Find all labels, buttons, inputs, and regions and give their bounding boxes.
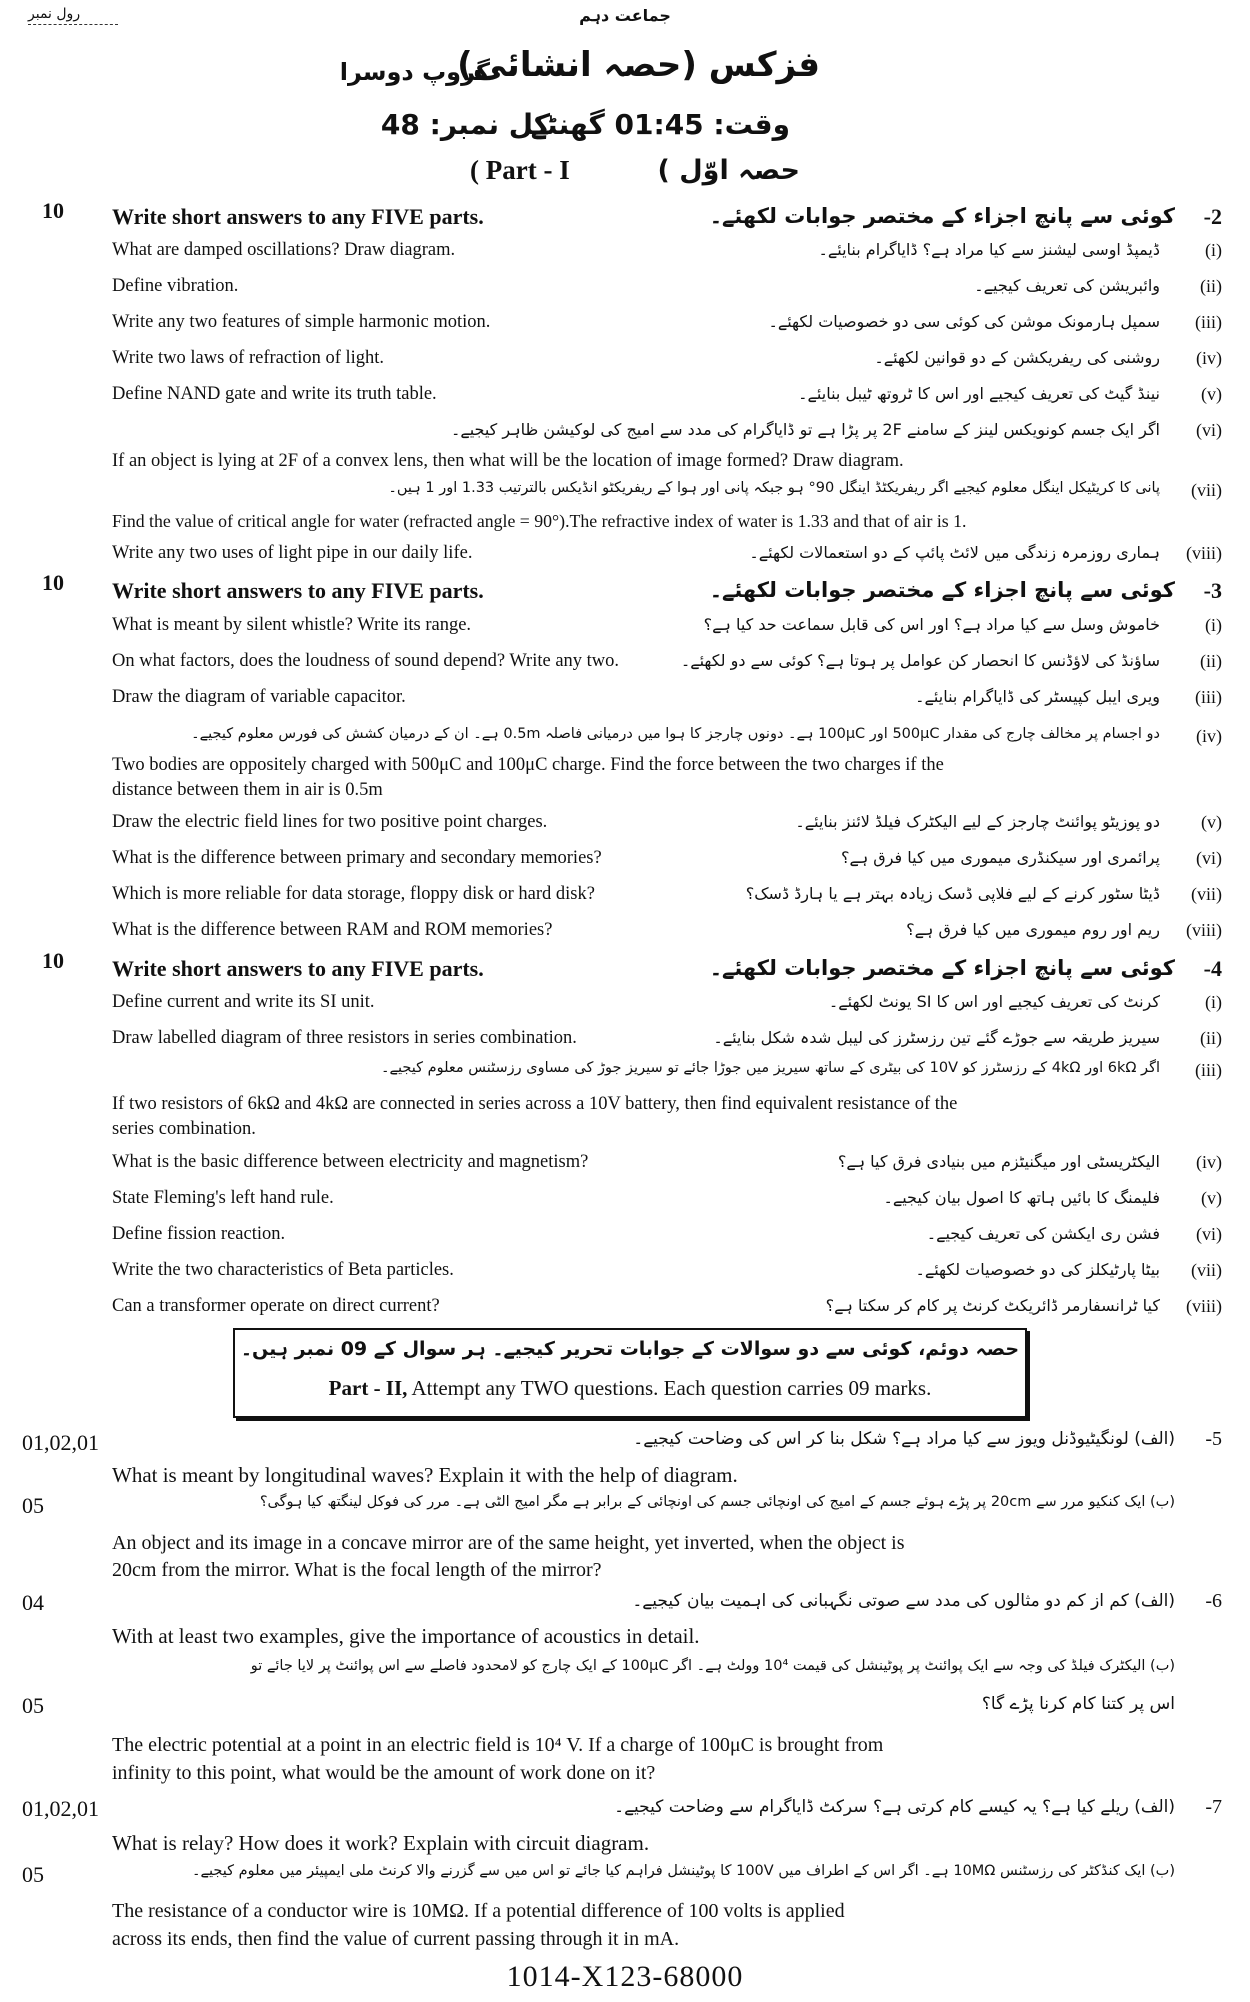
q3-item-iv-number: (iv) [1196, 726, 1222, 746]
q2-heading-ur: کوئی سے پانچ اجزاء کے مختصر جوابات لکھئے۔ [709, 204, 1175, 228]
part-one-label-en: ( Part - I [470, 155, 570, 185]
question-item-row [112, 240, 1222, 266]
q4-heading-ur: کوئی سے پانچ اجزاء کے مختصر جوابات لکھئے۔ [709, 956, 1175, 980]
question-item-number: (i) [1205, 240, 1222, 260]
question-item-number: (ii) [1200, 651, 1222, 671]
q3-heading-ur: کوئی سے پانچ اجزاء کے مختصر جوابات لکھئے۔ [709, 578, 1175, 602]
q3-item-iv-ur-row [112, 726, 1222, 752]
question-item-row [112, 1260, 1222, 1286]
question-item-row [112, 1296, 1222, 1322]
q2-item-vi-ur-row [112, 420, 1222, 446]
question-item-row [112, 687, 1222, 713]
question-item-number: (iv) [1196, 348, 1222, 368]
question-item-row [112, 920, 1222, 946]
total-marks-label: کل نمبر: 48 [380, 108, 550, 141]
question-item-ur: بیٹا پارٹیکلز کی دو خصوصیات لکھئے۔ [915, 1260, 1160, 1279]
question-item-row [112, 615, 1222, 641]
q6-a-marks: 04 [22, 1590, 44, 1615]
part-two-instruction-box [233, 1328, 1027, 1418]
q5-b-marks: 05 [22, 1493, 44, 1518]
question-item-row [112, 348, 1222, 374]
roll-number-label: رول نمبر [28, 6, 81, 22]
question-item-row [112, 384, 1222, 410]
q2-item-viii-row [112, 543, 1222, 569]
question-item-en: Write any two features of simple harmonic motion. [112, 312, 491, 332]
question-item-en: Write the two characteristics of Beta particles. [112, 1260, 454, 1280]
q2-heading-en: Write short answers to any FIVE parts. [112, 204, 484, 229]
q3-item-iv-en-2: distance between them in air is 0.5m [112, 780, 383, 800]
question-item-en: Which is more reliable for data storage, floppy disk or hard disk? [112, 884, 595, 904]
q4-item-iii-ur-row [112, 1060, 1222, 1086]
question-item-en: Write two laws of refraction of light. [112, 348, 385, 368]
question-item-en: Define vibration. [112, 276, 239, 296]
q2-item-vi-en: If an object is lying at 2F of a convex lens, then what will be the location of image formed? Draw diagram. [112, 451, 904, 471]
q2-item-vii-en: Find the value of critical angle for water (refracted angle = 90°).The refractive index of water is 1.33 and that of air is 1. [112, 511, 967, 531]
question-item-row [112, 1188, 1222, 1214]
q7-a-marks: 01,02,01 [22, 1796, 99, 1821]
subject-title: فزکس (حصہ انشائی) [457, 45, 820, 85]
q6-b-ur-1: (ب) الیکٹرک فیلڈ کی وجہ سے ایک پوائنٹ پر پوٹینشل کی قیمت 10⁴ وولٹ ہے۔ اگر 100μC کے ایک چارج کو لامحدود فاصلے سے اس پوائنٹ پر لایا جائے تو [250, 1658, 1175, 1674]
question-item-row [112, 812, 1222, 838]
question-item-row [112, 884, 1222, 910]
q5-a-en: What is meant by longitudinal waves? Explain it with the help of diagram. [112, 1463, 738, 1487]
q3-number: -3 [1203, 578, 1222, 603]
question-item-number: (v) [1201, 812, 1222, 832]
q2-item-vii-number: (vii) [1191, 480, 1222, 500]
question-item-ur: ریم اور روم میموری میں کیا فرق ہے؟ [906, 920, 1160, 939]
question-item-row [112, 1152, 1222, 1178]
question-item-ur: ڈیمپڈ اوسی لیشنز سے کیا مراد ہے؟ ڈایاگرام بنایئے۔ [818, 240, 1160, 259]
q2-item-viii-ur: ہماری روزمرہ زندگی میں لائٹ پائپ کے دو استعمالات لکھئے۔ [749, 543, 1160, 562]
q3-item-iv-en-1: Two bodies are oppositely charged with 500μC and 100μC charge. Find the force between the two charges if the [112, 755, 944, 775]
part-two-instruction-text: Attempt any TWO questions. Each question carries 09 marks. [407, 1376, 932, 1400]
class-label: جماعت دہم [579, 6, 671, 25]
question-item-en: What is the difference between RAM and ROM memories? [112, 920, 553, 940]
question-item-ur: ساؤنڈ کی لاؤڈنس کا انحصار کن عوامل پر ہوتا ہے؟ کوئی سے دو لکھئے۔ [680, 651, 1160, 670]
q6-b-marks: 05 [22, 1693, 44, 1718]
question-item-number: (viii) [1186, 920, 1222, 940]
q2-number: -2 [1203, 204, 1222, 229]
part-two-instruction-en [235, 1376, 1025, 1401]
question-item-ur: ویری ایبل کپیسٹر کی ڈایاگرام بنایئے۔ [915, 687, 1160, 706]
q4-heading-en: Write short answers to any FIVE parts. [112, 956, 484, 981]
q5-b-ur: (ب) ایک کنکیو مرر سے 20cm پر پڑے ہوئے جسم کے امیج کی اونچائی جسم کی اونچائی کے برابر ہے مگر امیج الٹی ہے۔ مرر کی فوکل لینگتھ کیا ہوگی؟ [259, 1494, 1175, 1510]
q2-item-viii-number: (viii) [1186, 543, 1222, 563]
question-item-en: Draw the electric field lines for two positive point charges. [112, 812, 548, 832]
question-item-en: Can a transformer operate on direct current? [112, 1296, 440, 1316]
part-one-label-ur: حصہ اوّل ) [657, 155, 800, 186]
question-item-ur: الیکٹریسٹی اور میگنیٹزم میں بنیادی فرق کیا ہے؟ [837, 1152, 1160, 1171]
question-item-row [112, 276, 1222, 302]
question-item-row [112, 1224, 1222, 1250]
question-item-number: (i) [1205, 615, 1222, 635]
question-item-ur: دو پوزیٹو پوائنٹ چارجز کے لیے الیکٹرک فیلڈ لائنز بنایئے۔ [795, 812, 1160, 831]
question-item-number: (ii) [1200, 1028, 1222, 1048]
question-item-ur: سمپل ہارمونک موشن کی کوئی سی دو خصوصیات لکھئے۔ [768, 312, 1160, 331]
q2-item-vi-number: (vi) [1196, 420, 1222, 440]
question-item-en: On what factors, does the loudness of sound depend? Write any two. [112, 651, 620, 671]
question-item-number: (v) [1201, 384, 1222, 404]
question-item-row [112, 1028, 1222, 1054]
q7-b-en-2: across its ends, then find the value of current passing through it in mA. [112, 1928, 680, 1950]
question-item-en: State Fleming's left hand rule. [112, 1188, 334, 1208]
q7-number: -7 [1205, 1796, 1222, 1818]
q4-marks: 10 [42, 948, 64, 973]
question-item-number: (iv) [1196, 1152, 1222, 1172]
q6-a-en: With at least two examples, give the importance of acoustics in detail. [112, 1624, 700, 1648]
question-item-row [112, 992, 1222, 1018]
question-item-en: Draw labelled diagram of three resistors in series combination. [112, 1028, 577, 1048]
q7-a-ur: (الف) ریلے کیا ہے؟ یہ کیسے کام کرتی ہے؟ سرکٹ ڈایاگرام سے وضاحت کیجیے۔ [614, 1797, 1175, 1817]
q7-b-marks: 05 [22, 1862, 44, 1887]
question-item-number: (vi) [1196, 1224, 1222, 1244]
q6-b-en-2: infinity to this point, what would be the amount of work done on it? [112, 1762, 656, 1784]
q7-b-en-1: The resistance of a conductor wire is 10MΩ. If a potential difference of 100 volts is applied [112, 1900, 845, 1922]
q5-a-ur: (الف) لونگیٹیوڈنل ویوز سے کیا مراد ہے؟ شکل بنا کر اس کی وضاحت کیجیے۔ [633, 1429, 1175, 1449]
q6-b-ur-2: اس پر کتنا کام کرنا پڑے گا؟ [981, 1694, 1175, 1714]
question-item-ur: فلیمنگ کا بائیں ہاتھ کا اصول بیان کیجیے۔ [883, 1188, 1160, 1207]
question-item-ur: کیا ٹرانسفارمر ڈائریکٹ کرنٹ پر کام کر سکتا ہے؟ [825, 1296, 1160, 1315]
q4-item-iii-en-1: If two resistors of 6kΩ and 4kΩ are connected in series across a 10V battery, then find equivalent resistance of the [112, 1094, 958, 1114]
q5-a-marks: 01,02,01 [22, 1430, 99, 1455]
question-item-ur: کرنٹ کی تعریف کیجیے اور اس کا SI یونٹ لکھئے۔ [828, 992, 1160, 1011]
question-item-row [112, 312, 1222, 338]
question-item-ur: روشنی کی ریفریکشن کے دو قوانین لکھئے۔ [874, 348, 1160, 367]
q3-item-iv-ur: دو اجسام پر مخالف چارج کی مقدار 500μC اور 100μC ہے۔ دونوں چارجز کا ہوا میں درمیانی فاصلہ 0.5m ہے۔ ان کے درمیان کشش کی فورس معلوم کیجیے۔ [191, 726, 1160, 742]
question-item-ur: ڈیٹا سٹور کرنے کے لیے فلاپی ڈسک زیادہ بہتر ہے یا ہارڈ ڈسک؟ [745, 884, 1160, 903]
question-item-en: Define NAND gate and write its truth table. [112, 384, 437, 404]
q2-item-vii-ur: پانی کا کریٹیکل اینگل معلوم کیجیے اگر ریفریکٹڈ اینگل 90° ہو جبکہ پانی اور ہوا کے ریفریکٹو انڈیکس بالترتیب 1.33 اور 1 ہیں۔ [388, 480, 1160, 496]
roll-number-line [28, 24, 118, 25]
q6-a-ur: (الف) کم از کم دو مثالوں کی مدد سے صوتی نگہبانی کی اہمیت بیان کیجیے۔ [632, 1591, 1175, 1611]
q5-b-en-1: An object and its image in a concave mirror are of the same height, yet inverted, when the object is [112, 1532, 905, 1554]
q4-number: -4 [1203, 956, 1222, 981]
question-item-ur: فشن ری ایکشن کی تعریف کیجیے۔ [926, 1224, 1160, 1243]
q2-item-vi-ur: اگر ایک جسم کونویکس لینز کے سامنے 2F پر پڑا ہے تو ڈایاگرام کی مدد سے امیج کی لوکیشن ظاہر کیجیے۔ [450, 420, 1160, 439]
group-label: گروپ دوسرا [339, 58, 490, 86]
time-label: وقت: 01:45 گھنٹے [530, 108, 790, 141]
q5-b-en-2: 20cm from the mirror. What is the focal length of the mirror? [112, 1559, 602, 1581]
question-item-en: Draw the diagram of variable capacitor. [112, 687, 406, 707]
question-item-ur: وائبریشن کی تعریف کیجیے۔ [974, 276, 1160, 295]
q4-item-iii-ur: اگر 6kΩ اور 4kΩ کے رزسٹرز کو 10V کی بیٹری کے ساتھ سیریز میں جوڑا جائے تو سیریز جوڑ کی مساوی رزسٹنس معلوم کیجیے۔ [381, 1060, 1160, 1076]
question-item-row [112, 651, 1222, 677]
question-item-number: (iii) [1195, 312, 1222, 332]
q5-number: -5 [1205, 1428, 1222, 1450]
question-item-number: (i) [1205, 992, 1222, 1012]
question-item-ur: سیریز طریقہ سے جوڑے گئے تین رزسٹرز کی لیبل شدہ شکل بنایئے۔ [713, 1028, 1160, 1047]
question-item-number: (ii) [1200, 276, 1222, 296]
question-item-ur: نینڈ گیٹ کی تعریف کیجیے اور اس کا ٹروتھ ٹیبل بنایئے۔ [798, 384, 1160, 403]
question-item-en: What is meant by silent whistle? Write its range. [112, 615, 472, 635]
q7-b-ur: (ب) ایک کنڈکٹر کی رزسٹنس 10MΩ ہے۔ اگر اس کے اطراف میں 100V کا پوٹینشل فراہم کیا جائے تو اس میں سے گزرنے والا کرنٹ ملی ایمپیئر میں معلوم کیجیے۔ [192, 1863, 1175, 1879]
question-item-ur: خاموش وسل سے کیا مراد ہے؟ اور اس کی قابل سماعت حد کیا ہے؟ [703, 615, 1160, 634]
q2-marks: 10 [42, 198, 64, 223]
question-item-number: (vii) [1191, 884, 1222, 904]
question-item-en: What are damped oscillations? Draw diagram. [112, 240, 456, 260]
question-item-en: What is the basic difference between electricity and magnetism? [112, 1152, 589, 1172]
q4-item-iii-en-2: series combination. [112, 1119, 256, 1139]
question-item-number: (iii) [1195, 687, 1222, 707]
question-item-en: What is the difference between primary and secondary memories? [112, 848, 602, 868]
q6-b-en-1: The electric potential at a point in an electric field is 10⁴ V. If a charge of 100μC is brought from [112, 1734, 884, 1756]
q2-item-vii-ur-row [112, 480, 1222, 506]
q2-item-viii-en: Write any two uses of light pipe in our daily life. [112, 543, 473, 563]
paper-code: 1014-X123-68000 [506, 1960, 744, 1993]
q6-number: -6 [1205, 1590, 1222, 1612]
question-item-number: (viii) [1186, 1296, 1222, 1316]
q7-a-en: What is relay? How does it work? Explain with circuit diagram. [112, 1831, 650, 1855]
part-two-label: Part - II, [328, 1376, 408, 1400]
question-item-en: Define current and write its SI unit. [112, 992, 375, 1012]
question-item-row [112, 848, 1222, 874]
q3-marks: 10 [42, 570, 64, 595]
question-item-number: (vi) [1196, 848, 1222, 868]
question-item-number: (vii) [1191, 1260, 1222, 1280]
question-item-en: Define fission reaction. [112, 1224, 286, 1244]
part-two-instruction-ur: حصہ دوئم، کوئی سے دو سوالات کے جوابات تحریر کیجیے۔ ہر سوال کے 09 نمبر ہیں۔ [240, 1338, 1020, 1360]
q4-item-iii-number: (iii) [1195, 1060, 1222, 1080]
q3-heading-en: Write short answers to any FIVE parts. [112, 578, 484, 603]
question-item-ur: پرائمری اور سیکنڈری میموری میں کیا فرق ہے؟ [840, 848, 1160, 867]
question-item-number: (v) [1201, 1188, 1222, 1208]
